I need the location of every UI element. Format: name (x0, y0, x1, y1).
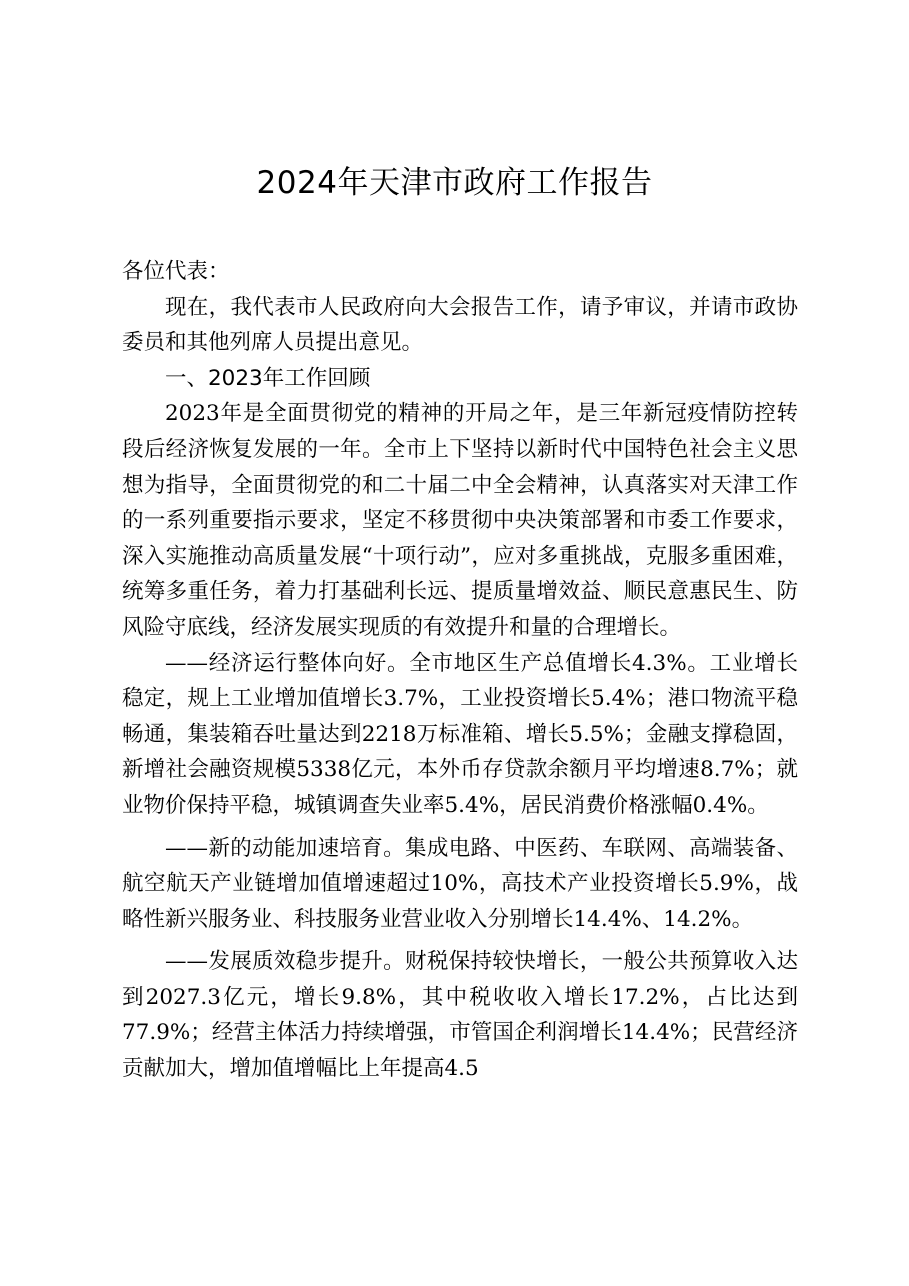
document-body (122, 254, 798, 1087)
document-title: 2024年天津市政府工作报告 (256, 165, 653, 201)
salutation: 各位代表： (122, 259, 230, 284)
paragraph-intro: 现在，我代表市人民政府向大会报告工作，请予审议，并请市政协委员和其他列席人员提出意见。 (122, 294, 798, 356)
paragraph-overview: 2023年是全面贯彻党的精神的开局之年，是三年新冠疫情防控转段后经济恢复发展的一年。全市上下坚持以新时代中国特色社会主义思想为指导，全面贯彻党的和二十届二中全会精神，认真落实对天津工作的一系列重要指示要求，坚定不移贯彻中央决策部署和市委工作要求，深入实施推动高质量发展“十项行动”，应对多重挑战，克服多重困难，统筹多重任务，着力打基础利长远、提质量增效益、顺民意惠民生、防风险守底线，经济发展实现质的有效提升和量的合理增长。 (122, 401, 798, 640)
section-heading: 一、2023年工作回顾 (165, 365, 371, 391)
paragraph-quality: ——发展质效稳步提升。财税保持较快增长，一般公共预算收入达到2027.3亿元，增长9.8%，其中税收收入增长17.2%，占比达到77.9%；经营主体活力持续增强，市管国企利润增长14.4%；民营经济贡献加大，增加值增幅比上年提高4.5 (122, 949, 798, 1082)
paragraph-economy: ——经济运行整体向好。全市地区生产总值增长4.3%。工业增长稳定，规上工业增加值增长3.7%，工业投资增长5.4%；港口物流平稳畅通，集装箱吞吐量达到2218万标准箱、增长5.5%；金融支撑稳固，新增社会融资规模5338亿元，本外币存贷款余额月平均增速8.7%；就业物价保持平稳，城镇调查失业率5.4%，居民消费价格涨幅0.4%。 (122, 650, 798, 818)
paragraph-new-momentum: ——新的动能加速培育。集成电路、中医药、车联网、高端装备、航空航天产业链增加值增速超过10%，高技术产业投资增长5.9%，战略性新兴服务业、科技服务业营业收入分别增长14.4%、14.2%。 (122, 835, 798, 932)
